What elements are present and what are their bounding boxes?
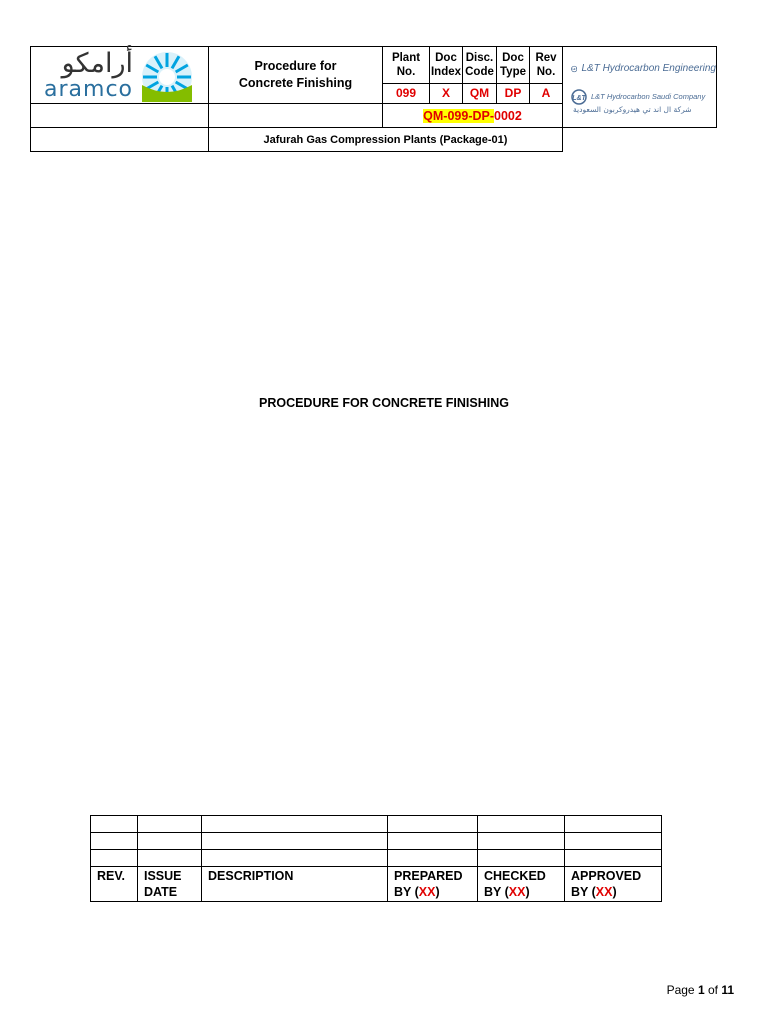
revision-row-empty [91, 816, 662, 833]
document-title-line1: Procedure for [254, 59, 337, 73]
revision-table [90, 815, 662, 902]
approved-by-column-header: APPROVED BY (XX) [565, 867, 662, 902]
code-value-rev: A [530, 83, 563, 103]
document-number-suffix: 0002 [494, 108, 522, 123]
code-value-doc-type: DP [497, 83, 530, 103]
lt-saudi-logo-icon [571, 89, 587, 105]
code-header-doc-type: Doc Type [497, 47, 530, 84]
code-header-plant: Plant No. [383, 47, 430, 84]
lt-saudi-arabic-name: شركة ال اند تي هيدروكربون السعودية [573, 104, 692, 114]
aramco-logo-english: aramco [44, 76, 133, 102]
svg-text:L&T: L&T [571, 66, 577, 71]
document-title-cell [209, 47, 383, 104]
aramco-star-icon [139, 47, 195, 103]
code-header-rev: Rev No. [530, 47, 563, 84]
description-column-header: DESCRIPTION [202, 867, 388, 902]
revision-row-empty [91, 833, 662, 850]
checked-by-column-header: CHECKED BY (XX) [478, 867, 565, 902]
revision-row-empty [91, 850, 662, 867]
lt-saudi-logo: L&T L&T Hydrocarbon Saudi Company [571, 89, 716, 105]
code-value-plant: 099 [383, 83, 430, 103]
svg-text:L&T: L&T [572, 94, 586, 102]
code-header-doc-index: Doc Index [430, 47, 463, 84]
project-name: Jafurah Gas Compression Plants (Package-01) [209, 128, 563, 152]
page-number: Page 1 of 11 [666, 983, 734, 997]
logo-cell-bottom [31, 104, 209, 128]
lt-logo-cell [563, 47, 717, 128]
document-header [30, 46, 717, 152]
main-title: PROCEDURE FOR CONCRETE FINISHING [258, 396, 509, 410]
document-number-highlight: QM-099-DP- [423, 108, 495, 123]
revision-header-row [91, 867, 662, 902]
logo-cell-spacer [31, 128, 209, 152]
issue-date-column-header: ISSUE DATE [138, 867, 202, 902]
document-number [383, 104, 563, 128]
lt-engineering-logo: L&T L&T Hydrocarbon Engineering [571, 61, 716, 77]
prepared-by-column-header: PREPARED BY (XX) [388, 867, 478, 902]
aramco-logo-arabic: أرامكو [61, 47, 133, 79]
lt-logo-icon [571, 61, 577, 77]
title-cell-bottom [209, 104, 383, 128]
aramco-logo [31, 47, 209, 104]
rev-column-header: REV. [91, 867, 138, 902]
code-header-disc-code: Disc. Code [463, 47, 497, 84]
document-title-line2: Concrete Finishing [238, 76, 353, 90]
code-value-disc-code: QM [463, 83, 497, 103]
code-value-doc-index: X [430, 83, 463, 103]
